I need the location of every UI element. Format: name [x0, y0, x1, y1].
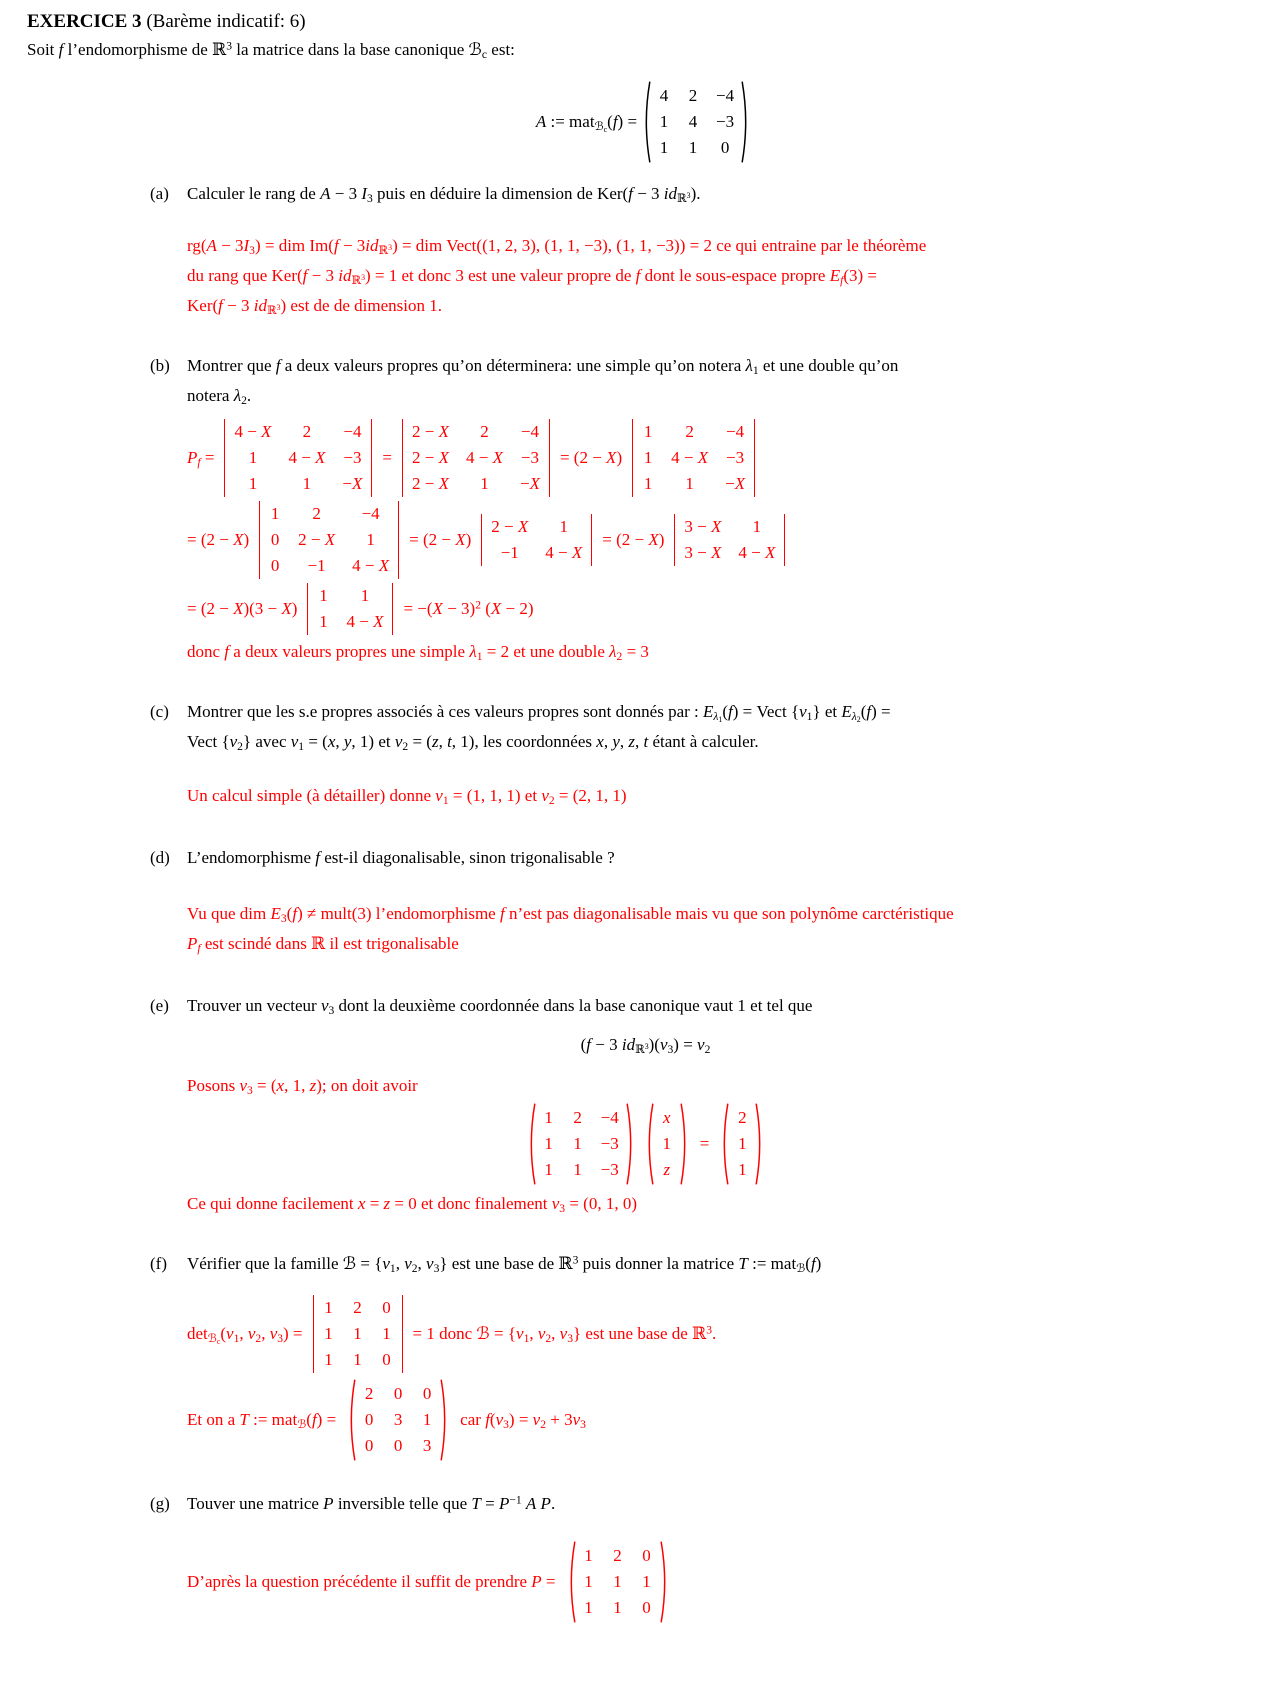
- matrix-cell: 1: [353, 1350, 362, 1369]
- pf-det-2: [402, 419, 550, 497]
- pf-line-3-result: = $-(X - 3)^2$ (X − 2): [403, 598, 534, 618]
- matrix-cell: 0: [364, 1436, 374, 1455]
- item-b-answer: [187, 419, 1264, 667]
- matrix-cell: 4 − X: [352, 556, 390, 575]
- pf-line-3: [187, 583, 1264, 635]
- matrix-grid: [652, 83, 740, 161]
- matrix-grid: [655, 1105, 679, 1183]
- matrix-cell: 1: [752, 517, 762, 536]
- matrix-cell: 2: [573, 1108, 582, 1127]
- matrix-T-line: [187, 1379, 1264, 1461]
- matrix-cell: 2 − X: [412, 422, 449, 441]
- pf-line-3-eq-1: = (2 − X)(3 − X): [187, 599, 298, 618]
- matrix-cell: 1: [643, 448, 653, 467]
- matrix-cell: 4 − X: [288, 448, 326, 467]
- matrix-cell: 1: [382, 1324, 391, 1343]
- item-c-body: [187, 697, 1264, 811]
- matrix-cell: 1: [270, 504, 280, 523]
- matrix-cell: 1: [248, 448, 258, 467]
- exercise-number: EXERCICE 3: [27, 11, 142, 32]
- f-minus-3id-equation: (f − 3 $id_{ℝ^3})(v_3) = v_2$: [580, 1035, 711, 1057]
- matrix-grid: [674, 514, 785, 566]
- matrix-P-lhs: D’après la question précédente il suffit de prendre P =: [187, 1572, 556, 1591]
- matrix-cell: −4: [361, 504, 380, 523]
- item-f-body: [187, 1249, 1264, 1461]
- left-paren-icon: [645, 1103, 654, 1185]
- item-e-conclusion: [187, 1189, 1264, 1219]
- matrix-cell: 2: [613, 1546, 622, 1565]
- item-a-label: (a): [150, 184, 169, 203]
- matrix-cell: 0: [422, 1384, 432, 1403]
- matrix-cell: 3: [422, 1436, 432, 1455]
- matrix-cell: −X: [342, 474, 363, 493]
- det-base-matrix: [313, 1295, 403, 1373]
- pf-det-7: [307, 583, 393, 635]
- exercise-title: [27, 9, 1264, 35]
- item-c-answer: [187, 781, 1264, 811]
- matrix-cell: x: [662, 1108, 671, 1127]
- pf-line-2-eq-1: = (2 − X): [187, 530, 250, 549]
- exercise-bareme: (Barème indicatif: 6): [141, 11, 306, 32]
- matrix-cell: 4 − X: [545, 543, 583, 562]
- matrix-cell: 1: [573, 1160, 582, 1179]
- item-d-question: L’endomorphisme f est-il diagonalisable, sinon trigonalisable ?: [187, 848, 615, 867]
- matrix-cell: 1: [573, 1134, 582, 1153]
- right-paren-icon: [440, 1379, 449, 1461]
- pf-det-4: [259, 501, 399, 579]
- answer-c-line-1: Un calcul simple (à détailler) donne $v_1 = (1$, 1, 1) et $v_2 = (2$, 1, 1): [187, 786, 627, 808]
- matrix-cell: −3: [343, 448, 362, 467]
- matrix-grid: [632, 419, 755, 497]
- matrix-cell: −4: [726, 422, 745, 441]
- matrix-A-lhs: A := mat$_{ℬ_c}$(f) =: [535, 112, 638, 135]
- item-b-question-line-1: Montrer que f a deux valeurs propres qu’on déterminera: une simple qu’on notera $\lambda_1$ et une double qu’on: [187, 356, 899, 378]
- matrix-cell: 3 − X: [684, 543, 722, 562]
- item-c-question-line-2: Vect $\{v_2\}$ avec $v_1 = (x$, y, 1) et $v_2 = (z$, t, 1), les coordonnées x, y, z, t étant à calculer.: [187, 732, 759, 754]
- unknown-vector: [644, 1103, 690, 1185]
- matrix-cell: 1: [688, 138, 698, 157]
- right-paren-icon: [755, 1103, 764, 1185]
- matrix-cell: 1: [248, 474, 258, 493]
- item-c: [150, 697, 1264, 811]
- v3-result-line: Ce qui donne facilement x = z = 0 et donc finalement $v_3 = (0$, 1, 0): [187, 1194, 637, 1216]
- item-g-body: [187, 1489, 1264, 1623]
- matrix-cell: 1: [544, 1134, 553, 1153]
- matrix-cell: z: [663, 1160, 671, 1179]
- item-a-body: [187, 179, 1264, 321]
- item-e-display-equation: [27, 1035, 1264, 1055]
- item-f-answer: [187, 1295, 1264, 1461]
- right-paren-icon: [680, 1103, 689, 1185]
- matrix-cell: 1: [544, 1108, 553, 1127]
- matrix-grid: [577, 1543, 659, 1621]
- pf-det-1: [224, 419, 372, 497]
- pf-conclusion: donc f a deux valeurs propres une simple $\lambda_1 = 2$ et une double $\lambda_2 = 3$: [187, 642, 649, 664]
- matrix-cell: 1: [643, 474, 653, 493]
- matrix-cell: 0: [364, 1410, 374, 1429]
- matrix-cell: −4: [520, 422, 539, 441]
- left-paren-icon: [347, 1379, 356, 1461]
- item-b-question-line-2: notera $\lambda_2$.: [187, 386, 252, 408]
- matrix-cell: 1: [659, 112, 669, 131]
- matrix-cell: 1: [584, 1546, 593, 1565]
- matrix-grid: [307, 583, 393, 635]
- matrix-cell: 1: [319, 612, 328, 631]
- matrix-cell: 0: [720, 138, 730, 157]
- matrix-cell: 2 − X: [412, 474, 449, 493]
- item-g-question: Touver une matrice P inversible telle que $T = P^{-1}$ A P.: [187, 1493, 556, 1513]
- item-d-label: (d): [150, 848, 170, 867]
- posons-line: Posons $v_3 = (x$, 1, z); on doit avoir: [187, 1076, 418, 1098]
- matrix-cell: 4: [688, 112, 698, 131]
- pf-line-2: [187, 501, 1264, 579]
- item-e-answer: [187, 1071, 1264, 1101]
- matrix-cell: 4 − X: [234, 422, 272, 441]
- matrix-cell: 2: [685, 422, 694, 441]
- matrix-cell: −3: [716, 112, 735, 131]
- matrix-cell: 0: [382, 1298, 391, 1317]
- pf-det-5: [481, 514, 592, 566]
- matrix-cell: 1: [324, 1350, 333, 1369]
- matrix-T-reason: car $f(v_3) = v_2 + 3v_3$: [460, 1410, 586, 1432]
- matrix-cell: −X: [725, 474, 746, 493]
- right-paren-icon: [660, 1541, 669, 1623]
- matrix-cell: 1: [559, 517, 568, 536]
- matrix-cell: 1: [613, 1598, 622, 1617]
- pf-line-1-lhs: $P_f$ =: [187, 448, 215, 470]
- pf-line-2-eq-3: = (2 − X): [602, 530, 665, 549]
- matrix-cell: 1: [738, 1160, 747, 1179]
- matrix-cell: 1: [544, 1160, 553, 1179]
- matrix-cell: −X: [519, 474, 540, 493]
- matrix-cell: 2: [738, 1108, 747, 1127]
- matrix-cell: 4 − X: [346, 612, 384, 631]
- matrix-cell: 2 − X: [412, 448, 449, 467]
- pf-det-6: [674, 514, 785, 566]
- pf-line-1-eq-2: = (2 − X): [559, 448, 623, 467]
- pf-line-1: [187, 419, 1264, 497]
- matrix-cell: 1: [738, 1134, 747, 1153]
- matrix-cell: 1: [662, 1134, 671, 1153]
- matrix-cell: −3: [600, 1134, 619, 1153]
- item-d-answer: [187, 899, 1264, 959]
- left-paren-icon: [527, 1103, 536, 1185]
- matrix-cell: 2: [480, 422, 489, 441]
- item-e-label: (e): [150, 996, 169, 1015]
- matrix-A-equation: [27, 81, 1264, 163]
- matrix-vector-equation: [27, 1103, 1264, 1185]
- item-a-question: Calculer le rang de A − 3 $I_3$ puis en déduire la dimension de Ker(f − 3 $id_{ℝ^3}$).: [187, 184, 701, 206]
- intro-line: Soit f l’endomorphisme de ℝ$^3$ la matrice dans la base canonique ℬ$_c$ est:: [27, 39, 515, 62]
- matrix-cell: 1: [584, 1598, 593, 1617]
- matrix-cell: 1: [642, 1572, 651, 1591]
- matrix-cell: 2: [353, 1298, 362, 1317]
- answer-a-line-2: du rang que Ker(f − 3 $id_{ℝ^3}) = 1$ et donc 3 est une valeur propre de f dont le sous-espace propre $E_f(3)$ =: [187, 266, 877, 288]
- matrix-P: [566, 1541, 670, 1623]
- pf-line-2-eq-2: = (2 − X): [409, 530, 472, 549]
- matrix-cell: 1: [324, 1298, 333, 1317]
- item-e-question: Trouver un vecteur $v_3$ dont la deuxième coordonnée dans la base canonique vaut 1 et tel que: [187, 996, 813, 1018]
- matrix-cell: 0: [393, 1384, 403, 1403]
- item-c-question-line-1: Montrer que les s.e propres associés à ces valeurs propres sont donnés par : $E_{\lambda_1}(f)$ = Vect $\{v_1\}$ et $E_{\lambda_2}(f)$ =: [187, 702, 891, 725]
- matrix-cell: 1: [360, 586, 370, 605]
- matrix-T-lhs: Et on a T := mat$_ℬ$(f) =: [187, 1410, 337, 1432]
- matrix-cell: −3: [600, 1160, 619, 1179]
- matrix-cell: 1: [584, 1572, 593, 1591]
- item-c-label: (c): [150, 702, 169, 721]
- pf-det-3: [632, 419, 755, 497]
- matrix-cell: −3: [726, 448, 745, 467]
- left-paren-icon: [567, 1541, 576, 1623]
- matrix-cell: 1: [319, 586, 328, 605]
- item-b: [150, 351, 1264, 667]
- answer-a-line-1: $rg(A - 3I_3)$ = dim $Im(f - 3id_{ℝ^3})$ = dim Vect((1, 2, 3), (1, 1, −3), (1, 1, −3)) = 2 ce qui entraine par le théorème: [187, 236, 927, 258]
- rhs-vector: [719, 1103, 765, 1185]
- matrix-grid: [537, 1105, 625, 1183]
- answer-d-line-1: Vu que dim $E_3(f)$ ≠ mult(3) l’endomorphisme f n’est pas diagonalisable mais vu que son polynôme carctéristique: [187, 904, 954, 926]
- system-matrix: [526, 1103, 636, 1185]
- matrix-cell: 4 − X: [671, 448, 709, 467]
- item-f: [150, 1249, 1264, 1461]
- matrix-cell: 1: [302, 474, 312, 493]
- matrix-cell: −1: [500, 543, 519, 562]
- matrix-cell: 2 − X: [491, 517, 529, 536]
- matrix-cell: 2: [302, 422, 312, 441]
- matrix-cell: 3 − X: [684, 517, 722, 536]
- left-paren-icon: [720, 1103, 729, 1185]
- det-base-line: [187, 1295, 1264, 1373]
- matrix-cell: 0: [642, 1598, 651, 1617]
- item-g-label: (g): [150, 1494, 170, 1513]
- answer-a-line-3: Ker(f − 3 $id_{ℝ^3}$) est de de dimension 1.: [187, 296, 442, 318]
- matrix-cell: 2: [688, 86, 698, 105]
- matrix-cell: 2: [364, 1384, 374, 1403]
- item-a: [150, 179, 1264, 321]
- matrix-T: [346, 1379, 450, 1461]
- matrix-cell: 4 − X: [465, 448, 503, 467]
- item-b-body: [187, 351, 1264, 667]
- matrix-cell: 0: [270, 556, 280, 575]
- matrix-cell: 1: [353, 1324, 362, 1343]
- det-base-lhs: $\det_{ℬ_c}(v_1$, $v_2$, $v_3$) =: [187, 1324, 303, 1347]
- matrix-cell: 4 − X: [738, 543, 776, 562]
- matrix-cell: 1: [480, 474, 489, 493]
- answer-d-line-2: $P_f$ est scindé dans ℝ il est trigonalisable: [187, 934, 459, 956]
- matrix-cell: 3: [393, 1410, 403, 1429]
- matrix-cell: 2 − X: [298, 530, 336, 549]
- matrix-cell: 0: [642, 1546, 651, 1565]
- item-d-body: [187, 843, 1264, 959]
- matrix-cell: 0: [382, 1350, 391, 1369]
- left-paren-icon: [642, 81, 651, 163]
- pf-line-1-eq-1: =: [382, 448, 392, 467]
- matrix-cell: 4: [659, 86, 669, 105]
- matrix-cell: −4: [600, 1108, 619, 1127]
- matrix-cell: −1: [307, 556, 326, 575]
- item-a-answer: [187, 231, 1264, 321]
- right-paren-icon: [741, 81, 750, 163]
- matrix-cell: 2: [312, 504, 321, 523]
- item-e-body: [187, 991, 1264, 1021]
- matrix-A: [641, 81, 751, 163]
- matrix-cell: 1: [643, 422, 653, 441]
- equation-equals: =: [699, 1134, 710, 1153]
- matrix-cell: 1: [422, 1410, 432, 1429]
- matrix-cell: 0: [270, 530, 280, 549]
- item-f-label: (f): [150, 1254, 167, 1273]
- matrix-cell: 0: [393, 1436, 403, 1455]
- matrix-grid: [259, 501, 399, 579]
- matrix-grid: [402, 419, 550, 497]
- right-paren-icon: [626, 1103, 635, 1185]
- item-e: [150, 991, 1264, 1021]
- matrix-cell: −4: [343, 422, 362, 441]
- item-g: [150, 1489, 1264, 1623]
- item-b-label: (b): [150, 356, 170, 375]
- matrix-cell: 1: [685, 474, 694, 493]
- matrix-grid: [224, 419, 372, 497]
- matrix-grid: [481, 514, 592, 566]
- matrix-cell: 1: [324, 1324, 333, 1343]
- matrix-P-line: [187, 1541, 1264, 1623]
- item-d: [150, 843, 1264, 959]
- item-g-answer: [187, 1541, 1264, 1623]
- matrix-cell: 1: [659, 138, 669, 157]
- matrix-cell: −4: [716, 86, 735, 105]
- matrix-cell: 1: [613, 1572, 622, 1591]
- det-base-result: = 1 donc ℬ = {$v_1$, $v_2$, $v_3$} est une base de ℝ$^3$.: [412, 1323, 717, 1346]
- matrix-grid: [730, 1105, 754, 1183]
- matrix-grid: [313, 1295, 403, 1373]
- item-f-question: Vérifier que la famille ℬ = {$v_1$, $v_2$, $v_3$} est une base de ℝ$^3$ puis donner la matrice T := mat$_ℬ$(f): [187, 1253, 822, 1276]
- matrix-cell: 1: [366, 530, 375, 549]
- matrix-grid: [357, 1381, 439, 1459]
- matrix-cell: −3: [520, 448, 539, 467]
